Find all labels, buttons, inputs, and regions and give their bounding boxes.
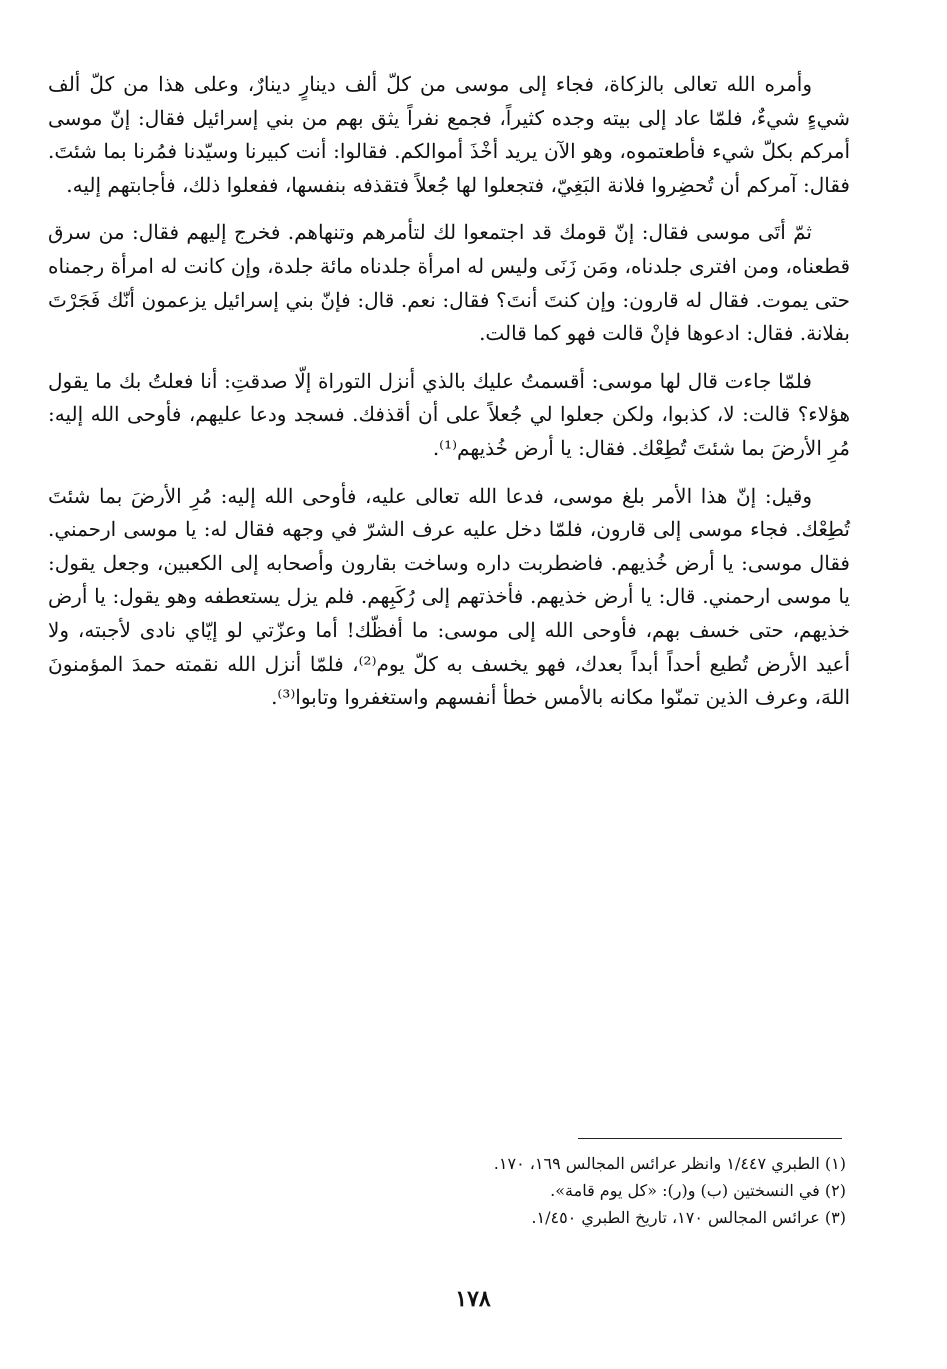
paragraph-3: فلمّا جاءت قال لها موسى: أقسمتُ عليك بالذي أنزل التوراة إلّا صدقتِ: أنا فعلتُ بك ما يقول هؤلاء؟ قالت: لا، كذبوا، ولكن جعلوا لي جُعلاً على أن أقذفك. فسجد ودعا عليهم، فأوحى الله إليه: مُرِ الأرضَ بما شئتَ تُطِعْك. فقال: يا أرض خُذيهم⁽¹⁾. <box>48 368 850 460</box>
paragraph-2: ثمّ أتَى موسى فقال: إنّ قومك قد اجتمعوا لك لتأمرهم وتنهاهم. فخرج إليهم فقال: من سرق قطعناه، ومن افترى جلدناه، ومَن زَنَى وليس له امرأة جلدناه مائة جلدة، وإن كانت له امرأة رجمناه حتى يموت. فقال له قارون: وإن كنتَ أنتَ؟ فقال: نعم. قال: فإنّ بني إسرائيل يزعمون أنّك فَجَرْتَ بفلانة. فقال: ادعوها فإنْ قالت فهو كما قالت. <box>48 220 850 346</box>
paragraph-4: وقيل: إنّ هذا الأمر بلغ موسى، فدعا الله تعالى عليه، فأوحى الله إليه: مُرِ الأرضَ بما شئتَ تُطِعْك. فجاء موسى إلى قارون، فلمّا دخل عليه عرف الشرّ في وجهه فقال له: يا موسى ارحمني. فقال موسى: يا أرض خُذيهم. فاضطربت داره وساخت بقارون وأصحابه إلى الكعبين، وجعل يقول: يا موسى ارحمني. قال: يا أرض خذيهم. فأخذتهم إلى رُكَبِهم. فلم يزل يستعطفه وهو يقول: يا أرض خذيهم، حتى خسف بهم، فأوحى الله إلى موسى: ما أفظّك! أما وعزّتي لو إيّاي نادى لأجبته، ولا أعيد الأرض تُطيع أحداً أبداً بعدك، فهو يخسف به كلّ يوم⁽²⁾، فلمّا أنزل الله نقمته حمدَ المؤمنونَ اللهَ، وعرف الذين تمنّوا مكانه بالأمس خطأ أنفسهم واستغفروا وتابوا⁽³⁾. <box>48 483 850 710</box>
footnote-2: (٢) في النسختين (ب) و(ر): «كل يوم قامة». <box>550 1181 846 1200</box>
main-text <box>48 68 850 715</box>
footnotes <box>300 1150 846 1231</box>
paragraph-1: وأمره الله تعالى بالزكاة، فجاء إلى موسى من كلّ ألف دينارٍ دينارٌ، وعلى هذا من كلّ ألف شيءٍ شيءٌ، فلمّا عاد إلى بيته وجده كثيراً، فجمع نفراً يثق بهم من بني إسرائيل فقال: إنّ موسى أمركم بكلّ شيء فأطعتموه، وهو الآن يريد أخْذَ أموالكم. فقالوا: أنت كبيرنا وسيّدنا فمُرنا بما شئتَ. فقال: آمركم أن تُحضِروا فلانة البَغِيّ، فتجعلوا لها جُعلاً فتقذفه بنفسها، ففعلوا ذلك، فأجابتهم إليه. <box>48 72 851 197</box>
footnote-3: (٣) عرائس المجالس ١٧٠، تاريخ الطبري ١/٤٥٠. <box>531 1208 846 1227</box>
page-number: ١٧٨ <box>455 1286 491 1312</box>
footnote-divider <box>578 1138 842 1139</box>
footnote-1: (١) الطبري ١/٤٤٧ وانظر عرائس المجالس ١٦٩، ١٧٠. <box>493 1154 846 1173</box>
